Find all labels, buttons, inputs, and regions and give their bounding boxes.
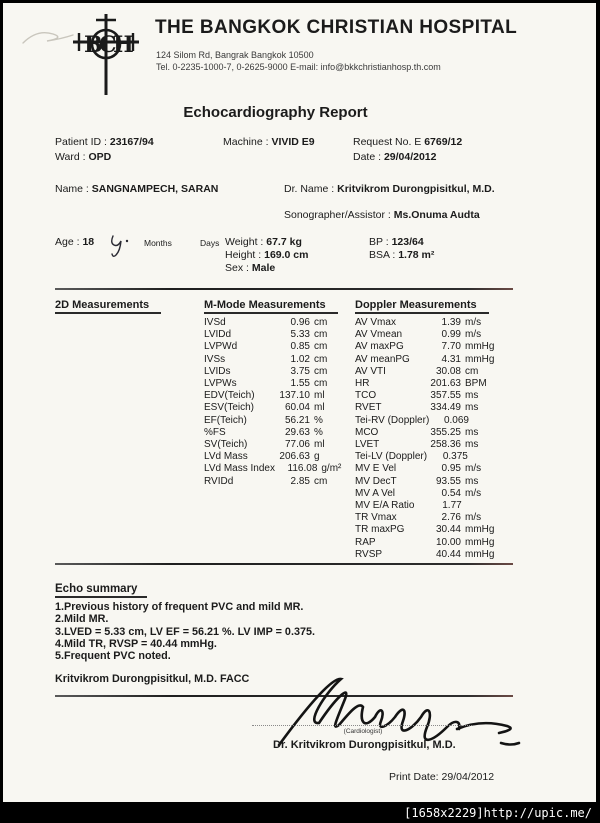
measurement-row (204, 390, 354, 402)
echo-summary-line: 2.Mild MR. (55, 613, 109, 626)
measurement-row (355, 476, 511, 488)
measurement-row (355, 341, 511, 353)
measurement-value: 0.375 (442, 451, 468, 463)
bp-field (369, 236, 424, 248)
logo-letter-h: H (113, 32, 134, 58)
weight-value: 67.7 kg (266, 236, 302, 248)
measurement-name: IVSs (204, 353, 226, 365)
doppler-rows (355, 317, 511, 561)
measurement-unit: m/s (465, 329, 482, 341)
measurement-value: 116.08 (287, 463, 318, 475)
measurement-row (204, 451, 354, 463)
measurement-value: 93.55 (435, 475, 461, 487)
measurement-value: 60.04 (284, 402, 310, 414)
measurement-unit: ms (465, 475, 479, 487)
measurement-value: 357.55 (430, 390, 461, 402)
measurement-value: 258.36 (430, 439, 461, 451)
measurement-name: EDV(Teich) (204, 390, 255, 402)
divider-top (55, 288, 513, 290)
measurement-unit: m/s (465, 487, 482, 499)
measurement-value: 0.99 (441, 329, 461, 341)
measurement-name: EF(Teich) (204, 414, 247, 426)
measurement-unit: cm (314, 353, 328, 365)
date-field (353, 151, 437, 163)
measurement-name: AV Vmax (355, 317, 396, 328)
measurement-value: 355.25 (430, 426, 461, 438)
measurement-value: 2.85 (290, 475, 310, 487)
measurement-row (204, 366, 354, 378)
measurement-name: AV meanPG (355, 353, 410, 365)
doppler-measurements-column (355, 295, 511, 561)
patient-id-value: 23167/94 (109, 136, 154, 148)
doctor-name-label: Dr. Name : (284, 183, 335, 195)
echo-summary-line: 3.LVED = 5.33 cm, LV EF = 56.21 %. LV IMP = 0.375. (55, 625, 315, 638)
weight-label: Weight : (225, 236, 264, 248)
measurement-unit: cm (314, 317, 328, 328)
doctor-name-value: Kritvikrom Durongpisitkul, M.D. (337, 183, 495, 195)
measurement-name: ESV(Teich) (204, 402, 255, 414)
date-value: 29/04/2012 (383, 151, 437, 163)
bp-value: 123/64 (391, 236, 424, 248)
measurement-name: LVPWs (204, 378, 237, 390)
measurement-unit: cm (314, 341, 328, 353)
measurement-unit: mmHg (465, 536, 495, 548)
measurement-row (355, 390, 511, 402)
measurement-value: 30.08 (435, 365, 461, 377)
measurement-unit: g/m² (321, 463, 342, 475)
echo-summary-line: 5.Frequent PVC noted. (55, 650, 171, 663)
measurement-unit: mmHg (465, 548, 495, 560)
measurement-row (355, 439, 511, 451)
patient-id-label: Patient ID : (55, 136, 107, 148)
measurement-row (355, 524, 511, 536)
bsa-field (369, 249, 434, 261)
request-no-label: Request No. E (353, 136, 422, 148)
height-field (225, 249, 308, 261)
echo-summary-lines (55, 601, 485, 662)
measurement-unit: mmHg (465, 524, 495, 536)
measurement-unit (473, 415, 511, 427)
measurement-unit: ms (465, 402, 479, 414)
date-label: Date : (353, 151, 382, 163)
weight-field (225, 236, 302, 248)
request-no-value: 6769/12 (424, 136, 463, 148)
measurement-unit: g (314, 451, 320, 463)
measurement-unit: m/s (465, 317, 482, 328)
measurement-value: 30.44 (435, 524, 461, 536)
age-label: Age : (55, 236, 80, 248)
measurement-value: 206.63 (279, 451, 310, 463)
measurement-value: 0.85 (290, 341, 310, 353)
measurement-value: 1.77 (442, 500, 462, 512)
measurement-name: TR Vmax (355, 512, 397, 524)
echo-summary-header: Echo summary (55, 583, 147, 598)
measurement-name: RAP (355, 536, 376, 548)
measurement-name: MV DecT (355, 475, 397, 487)
measurement-unit: m/s (465, 512, 482, 524)
measurement-value: 0.95 (441, 463, 461, 475)
sonographer-value: Ms.Onuma Audta (393, 209, 480, 221)
measurement-unit: BPM (465, 378, 487, 390)
measurement-value: 0.96 (290, 317, 310, 328)
sonographer-field (284, 209, 480, 221)
doppler-measurements-header: Doppler Measurements (355, 299, 489, 314)
hospital-address: 124 Silom Rd, Bangrak Bangkok 10500 (156, 50, 314, 60)
age-value: 18 (82, 236, 95, 248)
measurement-unit: ml (314, 439, 325, 451)
measurement-name: RVIDd (204, 475, 234, 487)
patient-id-field (55, 136, 154, 148)
measurement-value: 7.70 (441, 341, 461, 353)
logo-letter-b: B (84, 32, 103, 58)
patient-name-value: SANGNAMPECH, SARAN (91, 183, 219, 195)
report-title: Echocardiography Report (183, 104, 368, 121)
measurement-name: LVIDs (204, 365, 231, 377)
measurement-name: Tei-RV (Doppler) (355, 414, 430, 426)
measurement-unit: mmHg (465, 341, 495, 353)
ward-value: OPD (88, 151, 112, 163)
measurement-name: Tei-LV (Doppler) (355, 451, 428, 463)
2d-measurements-column (55, 295, 161, 317)
measurement-unit: cm (314, 378, 328, 390)
measurement-unit: % (314, 426, 323, 438)
months-label: Months (144, 238, 172, 248)
divider-middle (55, 563, 513, 565)
measurement-row (204, 476, 354, 488)
measurement-unit: ms (465, 439, 479, 451)
measurement-unit: m/s (465, 463, 482, 475)
measurement-name: RVSP (355, 548, 383, 560)
measurement-row (355, 500, 511, 512)
ward-field (55, 151, 111, 163)
measurement-unit: cm (465, 365, 479, 377)
print-date: Print Date: 29/04/2012 (389, 771, 495, 783)
measurement-value: 201.63 (430, 378, 461, 390)
sex-value: Male (251, 262, 276, 274)
report-page (3, 3, 596, 802)
measurement-row (355, 378, 511, 390)
measurement-unit (472, 451, 511, 463)
measurement-value: 1.55 (290, 378, 310, 390)
measurement-row (355, 402, 511, 414)
measurement-row (204, 427, 354, 439)
measurement-row (204, 317, 354, 329)
measurement-name: MV E Vel (355, 463, 397, 475)
measurement-name: %FS (204, 426, 226, 438)
days-label: Days (200, 238, 220, 248)
measurement-name: AV VTI (355, 365, 386, 377)
measurement-row (204, 341, 354, 353)
measurement-row (355, 463, 511, 475)
mmode-rows (204, 317, 354, 488)
measurement-row (204, 439, 354, 451)
measurement-row (204, 463, 354, 475)
patient-name-label: Name : (55, 183, 89, 195)
measurement-unit: ms (465, 426, 479, 438)
echo-summary-line: 1.Previous history of frequent PVC and mild MR. (55, 601, 304, 613)
measurement-value: 29.63 (284, 426, 310, 438)
sex-label: Sex : (225, 262, 249, 274)
measurement-name: SV(Teich) (204, 439, 248, 451)
measurement-unit: cm (314, 365, 328, 377)
patient-name-field (55, 183, 218, 195)
measurement-row (355, 537, 511, 549)
signature-line (252, 725, 474, 726)
request-no-field (353, 136, 462, 148)
measurement-name: TR maxPG (355, 524, 405, 536)
measurement-value: 10.00 (435, 536, 461, 548)
measurement-name: AV maxPG (355, 341, 404, 353)
measurement-value: 77.06 (284, 439, 310, 451)
measurement-name: LVPWd (204, 341, 238, 353)
measurement-name: MCO (355, 426, 379, 438)
measurement-value: 40.44 (435, 548, 461, 560)
measurement-name: LVIDd (204, 329, 232, 341)
measurement-row (355, 549, 511, 561)
bp-label: BP : (369, 236, 389, 248)
measurement-value: 0.069 (443, 414, 469, 426)
machine-label: Machine : (223, 136, 269, 148)
measurement-row (204, 402, 354, 414)
measurement-name: LVd Mass Index (204, 463, 275, 475)
doctor-signature (265, 671, 543, 749)
age-field (55, 236, 94, 248)
bsa-label: BSA : (369, 249, 396, 261)
measurement-name: HR (355, 378, 370, 390)
measurement-value: 56.21 (284, 414, 310, 426)
2d-measurements-header: 2D Measurements (55, 299, 161, 314)
echo-summary-section (55, 579, 485, 685)
measurement-unit: mmHg (465, 353, 495, 365)
measurement-value: 1.02 (290, 353, 310, 365)
watermark-bar (0, 802, 600, 823)
hospital-contact: Tel. 0-2235-1000-7, 0-2625-9000 E-mail: info@bkkchristianhosp.th.com (156, 62, 441, 72)
machine-value: VIVID E9 (271, 136, 315, 148)
measurement-row (355, 427, 511, 439)
bsa-value: 1.78 m² (398, 249, 435, 261)
measurement-name: TCO (355, 390, 377, 402)
measurement-row (355, 354, 511, 366)
measurement-row (204, 378, 354, 390)
measurement-row (204, 329, 354, 341)
watermark-text: [1658x2229]http://upic.me/ (404, 805, 592, 820)
height-value: 169.0 cm (264, 249, 309, 261)
measurement-row (355, 317, 511, 329)
measurement-name: LVd Mass (204, 451, 248, 463)
measurement-row (355, 329, 511, 341)
measurement-value: 3.75 (290, 365, 310, 377)
measurement-unit: cm (314, 475, 328, 487)
machine-field (223, 136, 315, 148)
measurement-value: 137.10 (279, 390, 310, 402)
handwritten-years-mark (107, 231, 135, 259)
measurement-unit (466, 500, 511, 512)
measurement-name: IVSd (204, 317, 226, 328)
ward-label: Ward : (55, 151, 86, 163)
measurement-row (204, 415, 354, 427)
measurement-row (355, 415, 511, 427)
signature-doctor-name: Dr. Kritvikrom Durongpisitkul, M.D. (273, 739, 456, 751)
doctor-name-field (284, 183, 495, 195)
logo-letter-c: C (99, 32, 117, 58)
measurement-name: LVET (355, 439, 380, 451)
measurement-row (355, 488, 511, 500)
hospital-logo-icon (68, 11, 142, 97)
sonographer-label: Sonographer/Assistor : (284, 209, 391, 221)
measurement-unit: cm (314, 329, 328, 341)
height-label: Height : (225, 249, 262, 261)
measurement-unit: ml (314, 402, 325, 414)
measurement-name: AV Vmean (355, 329, 403, 341)
measurement-name: MV E/A Ratio (355, 500, 415, 512)
measurement-name: RVET (355, 402, 382, 414)
hospital-name: THE BANGKOK CHRISTIAN HOSPITAL (155, 17, 518, 38)
measurement-unit: ms (465, 390, 479, 402)
sex-field (225, 262, 275, 274)
measurement-value: 1.39 (441, 317, 461, 328)
measurement-name: MV A Vel (355, 487, 396, 499)
echo-summary-line: 4.Mild TR, RVSP = 40.44 mmHg. (55, 637, 217, 650)
measurement-row (355, 366, 511, 378)
measurement-value: 5.33 (290, 329, 310, 341)
measurement-value: 4.31 (441, 353, 461, 365)
measurement-row (355, 512, 511, 524)
measurement-value: 2.76 (441, 512, 461, 524)
measurement-row (204, 354, 354, 366)
measurement-value: 0.54 (441, 487, 461, 499)
measurement-unit: ml (314, 390, 325, 402)
measurement-unit: % (314, 414, 323, 426)
signature-role: (Cardiologist) (343, 728, 383, 735)
mmode-measurements-column (204, 295, 354, 488)
summary-physician-name: Kritvikrom Durongpisitkul, M.D. FACC (55, 673, 250, 686)
measurement-value: 334.49 (430, 402, 461, 414)
measurement-row (355, 451, 511, 463)
mmode-measurements-header: M-Mode Measurements (204, 299, 338, 314)
